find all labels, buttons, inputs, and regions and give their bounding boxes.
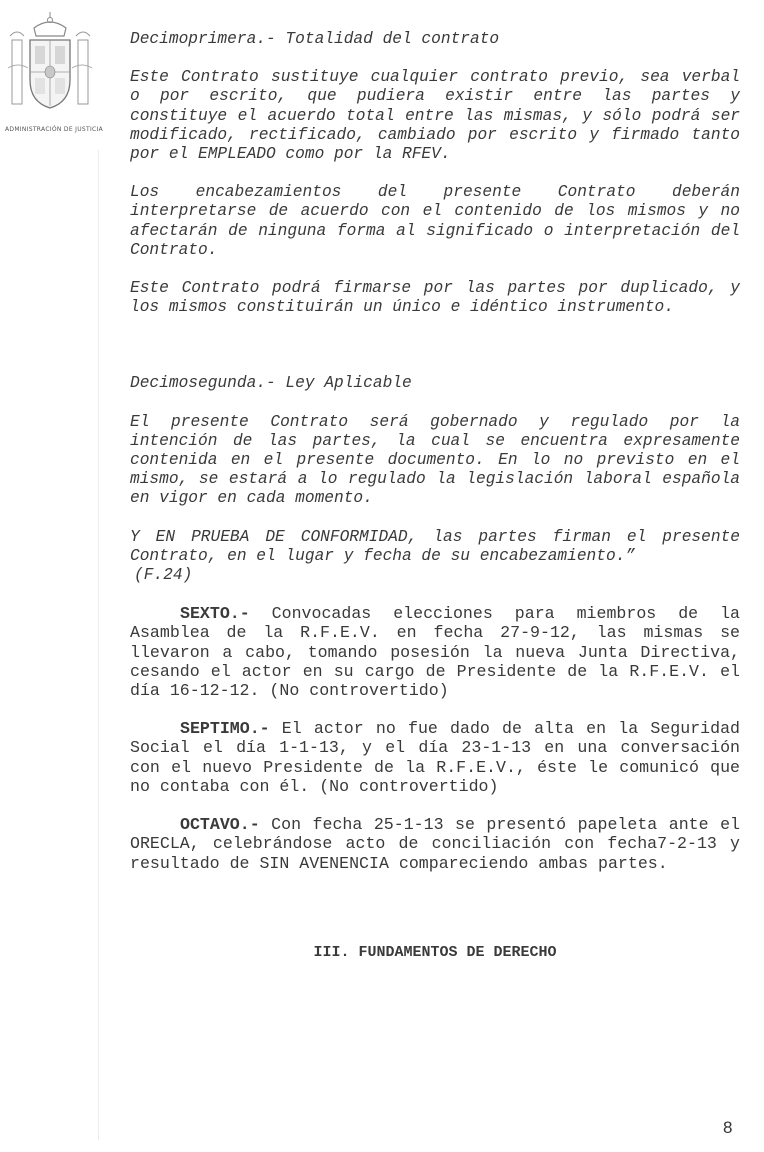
fact-eighth-text: Con fecha 25-1-13 se presentó papeleta ante el ORECLA, celebrándose acto de conciliación con fecha7-2-13 y resultado de SIN AVENENCIA compareciendo ambas partes.: [130, 815, 740, 873]
fact-seventh-text: El actor no fue dado de alta en la Seguridad Social el día 1-1-13, y el día 23-1-13 en una conversación con el nuevo Presidente de la R.F.E.V., éste le comunicó que no contaba con él. (No controvertido): [130, 719, 740, 796]
fact-sixth: [130, 604, 740, 700]
fact-eighth: [130, 815, 740, 873]
fact-sixth-text: Convocadas elecciones para miembros de la Asamblea de la R.F.E.V. en fecha 27-9-12, las mismas se llevaron a cabo, tomando posesión la nueva Junta Directiva, cesando el actor en su cargo de Presidente de la R.F.E.V. el día 16-12-12. (No controvertido): [130, 604, 740, 701]
fact-sixth-label: SEXTO.-: [180, 604, 250, 624]
fact-seventh: [130, 719, 740, 796]
fact-eighth-label: OCTAVO.-: [180, 815, 260, 835]
coat-of-arms-seal: [4, 10, 103, 150]
clause-eleventh-heading: Decimoprimera.- Totalidad del contrato: [130, 30, 500, 48]
section-heading: III. FUNDAMENTOS DE DERECHO: [313, 943, 557, 961]
fact-seventh-label: SEPTIMO.-: [180, 719, 270, 739]
seal-caption: ADMINISTRACIÓN DE JUSTICIA: [5, 126, 103, 133]
clause-twelfth-paragraph: El presente Contrato será gobernado y regulado por la intención de las partes, la cual se encuentra expresamente contenida en el presente documento. En lo no previsto en el mismo, se estará a lo regulado la legislación laboral española en vigor en cada momento.: [130, 412, 740, 508]
document-body: [130, 30, 740, 962]
closing-statement: Y EN PRUEBA DE CONFORMIDAD, las partes firman el presente Contrato, en el lugar y fecha de su encabezamiento.”: [130, 527, 740, 565]
clause-eleventh-paragraph-3: Este Contrato podrá firmarse por las partes por duplicado, y los mismos constituirán un único e idéntico instrumento.: [130, 279, 740, 317]
folio-reference: (F.24): [134, 566, 193, 585]
clause-eleventh-paragraph-2: Los encabezamientos del presente Contrato deberán interpretarse de acuerdo con el contenido de los mismos y no afectarán de ninguna forma al significado o interpretación del Contrato.: [130, 183, 740, 259]
page-number: 8: [723, 1118, 733, 1137]
clause-twelfth-heading: Decimosegunda.- Ley Aplicable: [130, 374, 412, 393]
coat-of-arms-icon: [4, 10, 96, 124]
margin-line: [98, 150, 99, 1140]
clause-eleventh-paragraph-1: Este Contrato sustituye cualquier contrato previo, sea verbal o por escrito, que pudiera existir entre las partes y constituye el acuerdo total entre las mismas, y sólo podrá ser modificado, rectificado, cambiado por escrito y firmado tanto por el EMPLEADO como por la RFEV.: [130, 68, 740, 164]
